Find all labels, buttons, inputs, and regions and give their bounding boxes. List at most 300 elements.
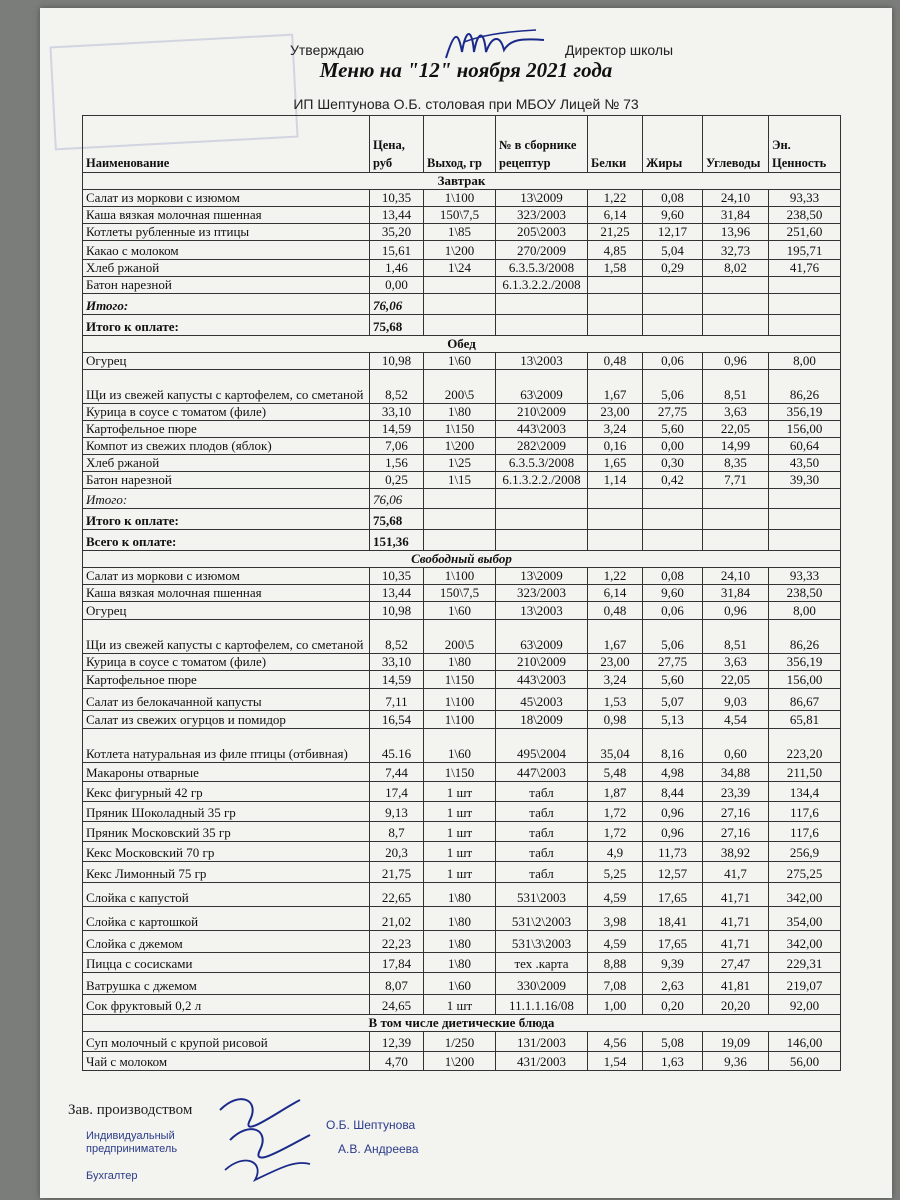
carbs: 14,99 — [703, 438, 769, 455]
protein: 4,9 — [588, 842, 643, 862]
recipe-no: 495\2004 — [496, 729, 588, 763]
energy — [769, 277, 841, 294]
price: 13,44 — [370, 585, 424, 602]
table-row — [83, 277, 841, 294]
yield: 1\200 — [424, 438, 496, 455]
yield: 1\200 — [424, 241, 496, 260]
empty-cell — [588, 489, 643, 509]
protein: 1,22 — [588, 568, 643, 585]
price: 17,4 — [370, 782, 424, 802]
energy: 60,64 — [769, 438, 841, 455]
table-row — [83, 842, 841, 862]
empty-cell — [769, 530, 841, 551]
energy: 8,00 — [769, 602, 841, 620]
recipe-no: табл — [496, 782, 588, 802]
dish-name: Салат из свежих огурцов и помидор — [83, 711, 370, 729]
section-header — [83, 173, 841, 190]
fat: 5,60 — [643, 421, 703, 438]
price: 8,07 — [370, 973, 424, 995]
price: 10,35 — [370, 190, 424, 207]
price: 8,52 — [370, 370, 424, 404]
empty-cell — [496, 530, 588, 551]
recipe-no: 6.3.5.3/2008 — [496, 455, 588, 472]
empty-cell — [703, 315, 769, 336]
table-row — [83, 763, 841, 782]
price: 10,98 — [370, 602, 424, 620]
price: 10,98 — [370, 353, 424, 370]
recipe-no: 531\2003 — [496, 883, 588, 907]
price: 9,13 — [370, 802, 424, 822]
energy: 356,19 — [769, 404, 841, 421]
fat: 8,16 — [643, 729, 703, 763]
footer-signatures — [210, 1090, 320, 1190]
carbs: 41,71 — [703, 907, 769, 931]
recipe-no: 270/2009 — [496, 241, 588, 260]
dish-name: Щи из свежей капусты с картофелем, со сметаной — [83, 370, 370, 404]
fat: 0,06 — [643, 602, 703, 620]
energy: 134,4 — [769, 782, 841, 802]
carbs: 41,71 — [703, 883, 769, 907]
empty-cell — [424, 489, 496, 509]
fat: 4,98 — [643, 763, 703, 782]
recipe-no: 13\2009 — [496, 568, 588, 585]
fat: 18,41 — [643, 907, 703, 931]
protein: 0,48 — [588, 353, 643, 370]
energy: 8,00 — [769, 353, 841, 370]
recipe-no: 6.1.3.2.2./2008 — [496, 472, 588, 489]
dish-name: Пряник Шоколадный 35 гр — [83, 802, 370, 822]
carbs: 27,16 — [703, 802, 769, 822]
recipe-no: табл — [496, 822, 588, 842]
price: 24,65 — [370, 995, 424, 1015]
recipe-no: 11.1.1.16/08 — [496, 995, 588, 1015]
carbs: 4,54 — [703, 711, 769, 729]
dish-name: Картофельное пюре — [83, 671, 370, 689]
dish-name: Сок фруктовый 0,2 л — [83, 995, 370, 1015]
protein: 7,08 — [588, 973, 643, 995]
empty-cell — [588, 509, 643, 530]
lunch-itogo — [83, 489, 841, 509]
protein: 1,67 — [588, 620, 643, 654]
carbs: 27,16 — [703, 822, 769, 842]
energy: 156,00 — [769, 671, 841, 689]
recipe-no: 63\2009 — [496, 370, 588, 404]
carbs: 0,96 — [703, 602, 769, 620]
recipe-no: 13\2003 — [496, 353, 588, 370]
fat: 9,60 — [643, 207, 703, 224]
dish-name: Пряник Московский 35 гр — [83, 822, 370, 842]
energy: 65,81 — [769, 711, 841, 729]
price: 33,10 — [370, 404, 424, 421]
price: 22,23 — [370, 931, 424, 953]
carbs: 22,05 — [703, 421, 769, 438]
price: 7,44 — [370, 763, 424, 782]
protein: 1,22 — [588, 190, 643, 207]
protein: 0,98 — [588, 711, 643, 729]
dish-name: Компот из свежих плодов (яблок) — [83, 438, 370, 455]
fat: 0,20 — [643, 995, 703, 1015]
dish-name: Какао с молоком — [83, 241, 370, 260]
page-title: Меню на "12" ноября 2021 года — [319, 58, 613, 82]
recipe-no: 63\2009 — [496, 620, 588, 654]
dish-name: Щи из свежей капусты с картофелем, со сметаной — [83, 620, 370, 654]
carbs: 41,7 — [703, 862, 769, 883]
dish-name: Кекс Московский 70 гр — [83, 842, 370, 862]
energy: 43,50 — [769, 455, 841, 472]
fat: 5,06 — [643, 620, 703, 654]
price: 21,75 — [370, 862, 424, 883]
energy: 238,50 — [769, 207, 841, 224]
protein: 6,14 — [588, 207, 643, 224]
recipe-no: 210\2009 — [496, 404, 588, 421]
carbs: 9,36 — [703, 1052, 769, 1071]
empty-cell — [769, 489, 841, 509]
empty-cell — [703, 530, 769, 551]
dish-name: Слойка с капустой — [83, 883, 370, 907]
section-header — [83, 336, 841, 353]
fat: 0,30 — [643, 455, 703, 472]
yield: 1/250 — [424, 1032, 496, 1052]
yield: 1\100 — [424, 711, 496, 729]
dish-name: Курица в соусе с томатом (филе) — [83, 404, 370, 421]
yield: 1\15 — [424, 472, 496, 489]
fat: 0,00 — [643, 438, 703, 455]
name-andreeva: А.В. Андреева — [338, 1142, 419, 1156]
recipe-no: 210\2009 — [496, 654, 588, 671]
recipe-no: табл — [496, 842, 588, 862]
recipe-no: 431/2003 — [496, 1052, 588, 1071]
dish-name: Каша вязкая молочная пшенная — [83, 207, 370, 224]
price: 12,39 — [370, 1032, 424, 1052]
table-row — [83, 1032, 841, 1052]
col-yield: Выход, гр — [424, 116, 496, 173]
dish-name: Хлеб ржаной — [83, 455, 370, 472]
table-row — [83, 973, 841, 995]
energy: 229,31 — [769, 953, 841, 973]
energy: 219,07 — [769, 973, 841, 995]
carbs: 41,71 — [703, 931, 769, 953]
dish-name: Пицца с сосисками — [83, 953, 370, 973]
dish-name: Суп молочный с крупой рисовой — [83, 1032, 370, 1052]
empty-cell — [703, 294, 769, 315]
recipe-no: 13\2003 — [496, 602, 588, 620]
dish-name: Огурец — [83, 353, 370, 370]
carbs: 31,84 — [703, 207, 769, 224]
empty-cell — [703, 489, 769, 509]
yield: 1\150 — [424, 421, 496, 438]
price: 17,84 — [370, 953, 424, 973]
price: 22,65 — [370, 883, 424, 907]
table-row — [83, 438, 841, 455]
fat: 5,06 — [643, 370, 703, 404]
yield: 1\60 — [424, 353, 496, 370]
fat: 12,17 — [643, 224, 703, 241]
empty-cell — [643, 509, 703, 530]
protein — [588, 277, 643, 294]
table-row — [83, 353, 841, 370]
protein: 1,67 — [588, 370, 643, 404]
fat: 0,96 — [643, 802, 703, 822]
energy: 93,33 — [769, 190, 841, 207]
price: 8,52 — [370, 620, 424, 654]
energy: 93,33 — [769, 568, 841, 585]
table-row — [83, 931, 841, 953]
recipe-no: 6.3.5.3/2008 — [496, 260, 588, 277]
table-row — [83, 190, 841, 207]
table-row — [83, 224, 841, 241]
fat: 0,96 — [643, 822, 703, 842]
table-row — [83, 568, 841, 585]
table-row — [83, 782, 841, 802]
dish-name: Курица в соусе с томатом (филе) — [83, 654, 370, 671]
carbs: 0,60 — [703, 729, 769, 763]
yield: 1\150 — [424, 763, 496, 782]
price: 8,7 — [370, 822, 424, 842]
table-row — [83, 671, 841, 689]
breakfast-pay-value: 75,68 — [370, 315, 424, 336]
lunch-pay — [83, 509, 841, 530]
breakfast-itogo-value: 76,06 — [370, 294, 424, 315]
section-title: В том числе диетические блюда — [83, 1015, 841, 1032]
lunch-itogo-value: 76,06 — [370, 489, 424, 509]
table-row — [83, 455, 841, 472]
breakfast-itogo-label: Итого: — [83, 294, 370, 315]
table-row — [83, 995, 841, 1015]
yield: 1 шт — [424, 995, 496, 1015]
menu-table — [82, 115, 841, 1071]
price: 15,61 — [370, 241, 424, 260]
fat: 0,06 — [643, 353, 703, 370]
table-row — [83, 585, 841, 602]
price: 35,20 — [370, 224, 424, 241]
yield: 200\5 — [424, 620, 496, 654]
energy: 39,30 — [769, 472, 841, 489]
dish-name: Кекс фигурный 42 гр — [83, 782, 370, 802]
empty-cell — [424, 509, 496, 530]
table-row — [83, 729, 841, 763]
page-subtitle: ИП Шептунова О.Б. столовая при МБОУ Лицей № 73 — [293, 96, 639, 112]
lunch-pay-value: 75,68 — [370, 509, 424, 530]
lunch-all-label: Всего к оплате: — [83, 530, 370, 551]
production-manager-label: Зав. производством — [68, 1102, 193, 1118]
price: 7,06 — [370, 438, 424, 455]
recipe-no: табл — [496, 802, 588, 822]
yield: 1 шт — [424, 862, 496, 883]
yield: 1\25 — [424, 455, 496, 472]
price: 45.16 — [370, 729, 424, 763]
table-row — [83, 802, 841, 822]
protein: 4,56 — [588, 1032, 643, 1052]
yield: 1\60 — [424, 729, 496, 763]
protein: 1,00 — [588, 995, 643, 1015]
table-row — [83, 207, 841, 224]
fat: 27,75 — [643, 654, 703, 671]
col-carbs: Углеводы — [703, 116, 769, 173]
price: 14,59 — [370, 671, 424, 689]
yield: 1\150 — [424, 671, 496, 689]
col-recipe: № в сборнике рецептур — [496, 116, 588, 173]
energy: 195,71 — [769, 241, 841, 260]
yield: 1\85 — [424, 224, 496, 241]
carbs: 38,92 — [703, 842, 769, 862]
price: 1,56 — [370, 455, 424, 472]
table-row — [83, 241, 841, 260]
carbs: 22,05 — [703, 671, 769, 689]
carbs — [703, 277, 769, 294]
empty-cell — [769, 509, 841, 530]
price: 10,35 — [370, 568, 424, 585]
yield: 1\60 — [424, 602, 496, 620]
yield: 1\100 — [424, 568, 496, 585]
dish-name: Огурец — [83, 602, 370, 620]
recipe-no: табл — [496, 862, 588, 883]
table-row — [83, 654, 841, 671]
protein: 3,24 — [588, 671, 643, 689]
breakfast-itogo — [83, 294, 841, 315]
recipe-no: 18\2009 — [496, 711, 588, 729]
col-price: Цена, руб — [370, 116, 424, 173]
table-row — [83, 404, 841, 421]
table-row — [83, 822, 841, 842]
table-row — [83, 689, 841, 711]
dish-name: Кекс Лимонный 75 гр — [83, 862, 370, 883]
yield: 1 шт — [424, 802, 496, 822]
protein: 4,59 — [588, 931, 643, 953]
dish-name: Каша вязкая молочная пшенная — [83, 585, 370, 602]
empty-cell — [643, 530, 703, 551]
recipe-no: 531\2\2003 — [496, 907, 588, 931]
carbs: 34,88 — [703, 763, 769, 782]
fat: 2,63 — [643, 973, 703, 995]
price: 33,10 — [370, 654, 424, 671]
yield: 1\80 — [424, 883, 496, 907]
col-fat: Жиры — [643, 116, 703, 173]
empty-cell — [588, 315, 643, 336]
col-protein: Белки — [588, 116, 643, 173]
protein: 1,72 — [588, 802, 643, 822]
lunch-all-value: 151,36 — [370, 530, 424, 551]
protein: 1,87 — [588, 782, 643, 802]
table-row — [83, 421, 841, 438]
protein: 35,04 — [588, 729, 643, 763]
empty-cell — [496, 509, 588, 530]
carbs: 27,47 — [703, 953, 769, 973]
dish-name: Слойка с картошкой — [83, 907, 370, 931]
protein: 1,54 — [588, 1052, 643, 1071]
section-header — [83, 551, 841, 568]
dish-name: Слойка с джемом — [83, 931, 370, 953]
carbs: 8,35 — [703, 455, 769, 472]
carbs: 24,10 — [703, 568, 769, 585]
protein: 1,53 — [588, 689, 643, 711]
table-row — [83, 260, 841, 277]
recipe-no: 282\2009 — [496, 438, 588, 455]
price: 13,44 — [370, 207, 424, 224]
price: 7,11 — [370, 689, 424, 711]
fat: 8,44 — [643, 782, 703, 802]
empty-cell — [643, 315, 703, 336]
energy: 342,00 — [769, 931, 841, 953]
table-row — [83, 472, 841, 489]
dish-name: Котлеты рубленные из птицы — [83, 224, 370, 241]
section-header — [83, 1015, 841, 1032]
director-label: Директор школы — [565, 42, 674, 58]
carbs: 8,02 — [703, 260, 769, 277]
fat: 0,08 — [643, 568, 703, 585]
carbs: 31,84 — [703, 585, 769, 602]
empty-cell — [424, 530, 496, 551]
yield: 1\60 — [424, 973, 496, 995]
empty-cell — [496, 294, 588, 315]
name-sheptunova: О.Б. Шептунова — [326, 1118, 416, 1132]
yield: 150\7,5 — [424, 207, 496, 224]
fat: 0,42 — [643, 472, 703, 489]
carbs: 24,10 — [703, 190, 769, 207]
empty-cell — [588, 530, 643, 551]
recipe-no: 447\2003 — [496, 763, 588, 782]
dish-name: Ватрушка с джемом — [83, 973, 370, 995]
protein: 23,00 — [588, 654, 643, 671]
protein: 5,25 — [588, 862, 643, 883]
carbs: 19,09 — [703, 1032, 769, 1052]
recipe-no: 330\2009 — [496, 973, 588, 995]
empty-cell — [643, 489, 703, 509]
table-row — [83, 883, 841, 907]
yield: 1\24 — [424, 260, 496, 277]
accountant-label: Бухгалтер — [86, 1170, 138, 1182]
energy: 56,00 — [769, 1052, 841, 1071]
energy: 211,50 — [769, 763, 841, 782]
empty-cell — [496, 315, 588, 336]
carbs: 32,73 — [703, 241, 769, 260]
empty-cell — [769, 315, 841, 336]
recipe-no: 323/2003 — [496, 585, 588, 602]
yield: 1 шт — [424, 842, 496, 862]
protein: 8,88 — [588, 953, 643, 973]
protein: 0,48 — [588, 602, 643, 620]
fat: 9,60 — [643, 585, 703, 602]
dish-name: Макароны отварные — [83, 763, 370, 782]
yield: 1\80 — [424, 907, 496, 931]
protein: 1,65 — [588, 455, 643, 472]
recipe-no: 45\2003 — [496, 689, 588, 711]
energy: 86,26 — [769, 620, 841, 654]
protein: 1,14 — [588, 472, 643, 489]
protein: 0,16 — [588, 438, 643, 455]
dish-name: Хлеб ржаной — [83, 260, 370, 277]
yield: 200\5 — [424, 370, 496, 404]
fat: 9,39 — [643, 953, 703, 973]
lunch-itogo-label: Итого: — [83, 489, 370, 509]
table-row — [83, 602, 841, 620]
ip-stamp-text: Индивидуальный предприниматель — [86, 1130, 178, 1155]
price: 0,00 — [370, 277, 424, 294]
fat: 5,08 — [643, 1032, 703, 1052]
recipe-no: 443\2003 — [496, 421, 588, 438]
yield: 1\100 — [424, 689, 496, 711]
empty-cell — [643, 294, 703, 315]
lunch-pay-label: Итого к оплате: — [83, 509, 370, 530]
energy: 86,67 — [769, 689, 841, 711]
table-row — [83, 862, 841, 883]
recipe-no: 6.1.3.2.2./2008 — [496, 277, 588, 294]
carbs: 0,96 — [703, 353, 769, 370]
recipe-no: тех .карта — [496, 953, 588, 973]
fat: 12,57 — [643, 862, 703, 883]
price: 20,3 — [370, 842, 424, 862]
carbs: 13,96 — [703, 224, 769, 241]
empty-cell — [424, 315, 496, 336]
